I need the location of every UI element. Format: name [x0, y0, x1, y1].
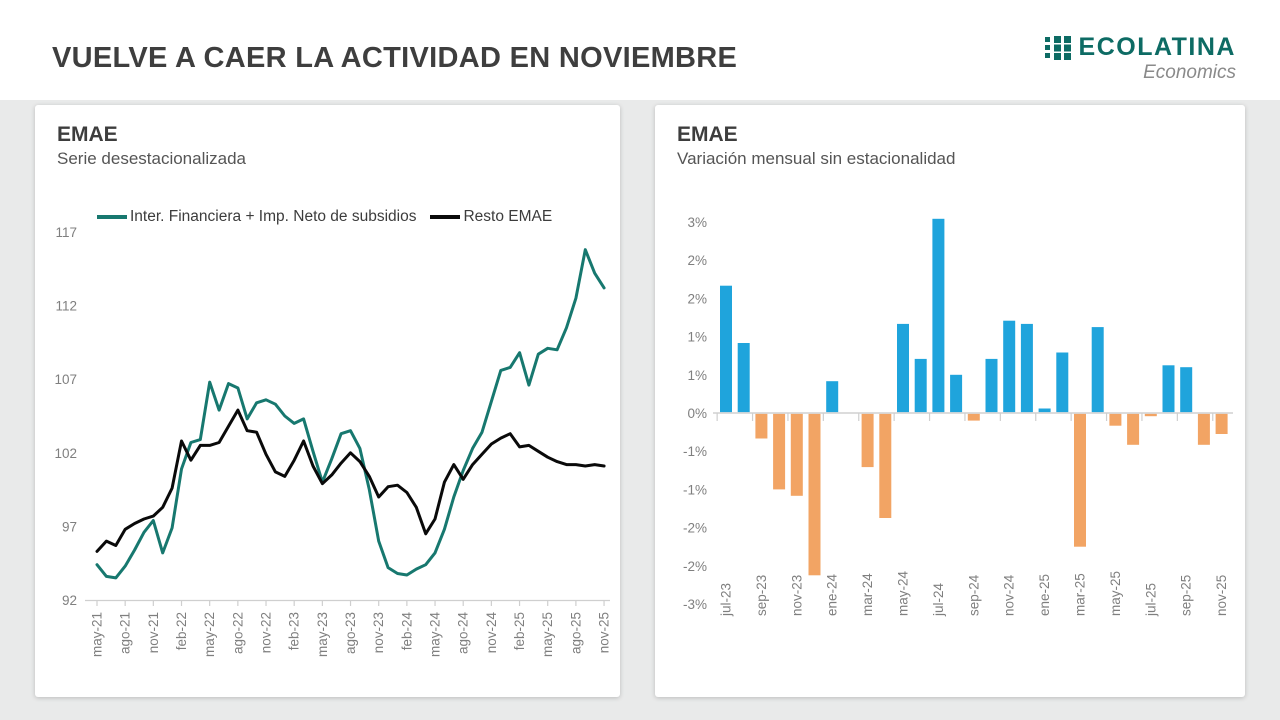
y-tick-label: 1%: [687, 329, 707, 345]
y-tick-label: 112: [55, 298, 77, 314]
x-tick-label: ene-25: [1037, 573, 1053, 616]
logo-grid-icon: [1045, 34, 1072, 61]
bar-chart-subtitle: Variación mensual sin estacionalidad: [677, 149, 956, 168]
bar-chart-plot: [655, 105, 1245, 697]
bar-oct-23: [773, 413, 785, 489]
bar-mar-24: [862, 413, 874, 467]
ecolatina-logo: [1045, 33, 1236, 84]
bar-jun-25: [1127, 413, 1139, 445]
bar-sep-23: [755, 413, 767, 439]
bar-oct-24: [986, 359, 998, 413]
bar-may-24: [897, 324, 909, 413]
bar-ago-23: [738, 343, 750, 413]
line-chart-title: EMAE: [57, 123, 118, 146]
logo-tagline: Economics: [1143, 62, 1236, 83]
bar-oct-25: [1198, 413, 1210, 445]
x-tick-label: may-22: [202, 612, 218, 658]
bar-jul-24: [932, 219, 944, 413]
bar-nov-24: [1003, 321, 1015, 413]
bar-abr-25: [1092, 327, 1104, 413]
bar-ene-24: [826, 381, 838, 413]
x-tick-label: ago-24: [455, 612, 471, 655]
x-tick-label: may-21: [89, 612, 105, 658]
x-tick-label: nov-23: [371, 612, 387, 654]
x-tick-label: may-23: [314, 612, 330, 658]
y-tick-label: 2%: [687, 291, 707, 307]
bar-may-25: [1109, 413, 1121, 426]
bar-nov-23: [791, 413, 803, 496]
x-tick-label: feb-23: [286, 612, 302, 651]
bar-nov-25: [1216, 413, 1228, 434]
y-tick-label: 1%: [687, 367, 707, 383]
x-tick-label: may-24: [427, 612, 443, 658]
x-tick-label: ago-21: [117, 612, 133, 655]
x-tick-label: ago-22: [230, 612, 246, 655]
page-title: VUELVE A CAER LA ACTIVIDAD EN NOVIEMBRE: [52, 42, 738, 74]
x-tick-label: mar-25: [1072, 573, 1088, 616]
header-band: [0, 0, 1280, 100]
x-tick-label: mar-24: [860, 573, 876, 616]
y-tick-label: 117: [55, 225, 77, 240]
y-tick-label: 2%: [687, 253, 707, 269]
y-tick-label: 3%: [687, 215, 707, 230]
x-tick-label: may-25: [1107, 570, 1123, 616]
bar-ago-25: [1163, 365, 1175, 413]
legend-label: Resto EMAE: [463, 208, 553, 225]
x-tick-label: sep-23: [753, 574, 769, 616]
line-chart-subtitle: Serie desestacionalizada: [57, 149, 247, 168]
y-tick-label: -1%: [682, 444, 707, 460]
x-tick-label: nov-25: [1214, 574, 1230, 616]
bar-jul-23: [720, 286, 732, 413]
x-tick-label: sep-25: [1178, 574, 1194, 616]
x-tick-label: may-25: [540, 612, 556, 658]
logo-name: ECOLATINA: [1078, 33, 1236, 61]
series-line-0: [97, 250, 604, 578]
bar-sep-24: [968, 413, 980, 421]
y-tick-label: -2%: [682, 520, 707, 536]
y-tick-label: 92: [61, 593, 77, 608]
x-tick-label: sep-24: [966, 574, 982, 616]
y-tick-label: 97: [61, 519, 77, 535]
bar-dic-24: [1021, 324, 1033, 413]
line-chart-plot: [35, 105, 620, 697]
line-chart-card: [35, 105, 620, 697]
bar-abr-24: [879, 413, 891, 518]
y-tick-label: 107: [54, 372, 77, 388]
bar-dic-23: [809, 413, 821, 575]
x-tick-label: nov-22: [258, 612, 274, 654]
bar-sep-25: [1180, 367, 1192, 413]
x-tick-label: nov-25: [596, 612, 612, 654]
x-tick-label: feb-25: [512, 612, 528, 651]
x-tick-label: jul-24: [930, 582, 946, 616]
x-tick-label: nov-23: [789, 574, 805, 616]
bar-chart-title: EMAE: [677, 123, 738, 146]
x-tick-label: feb-22: [174, 612, 190, 651]
x-tick-label: may-24: [895, 570, 911, 616]
x-tick-label: ago-25: [568, 612, 584, 655]
x-tick-label: nov-24: [483, 612, 499, 654]
x-tick-label: ago-23: [343, 612, 359, 655]
bar-ago-24: [950, 375, 962, 413]
x-tick-label: nov-21: [145, 612, 161, 654]
bar-feb-25: [1056, 353, 1068, 414]
x-tick-label: jul-25: [1143, 582, 1159, 616]
y-tick-label: -3%: [682, 597, 707, 612]
x-tick-label: feb-24: [399, 612, 415, 651]
y-tick-label: -1%: [682, 482, 707, 498]
x-tick-label: nov-24: [1001, 574, 1017, 616]
y-tick-label: -2%: [682, 558, 707, 574]
bar-chart-card: [655, 105, 1245, 697]
bar-jun-24: [915, 359, 927, 413]
x-tick-label: ene-24: [824, 573, 840, 616]
x-tick-label: jul-23: [718, 582, 734, 616]
y-tick-label: 102: [54, 445, 77, 461]
bar-mar-25: [1074, 413, 1086, 547]
legend-label: Inter. Financiera + Imp. Neto de subsidios: [130, 208, 417, 225]
y-tick-label: 0%: [687, 406, 707, 421]
